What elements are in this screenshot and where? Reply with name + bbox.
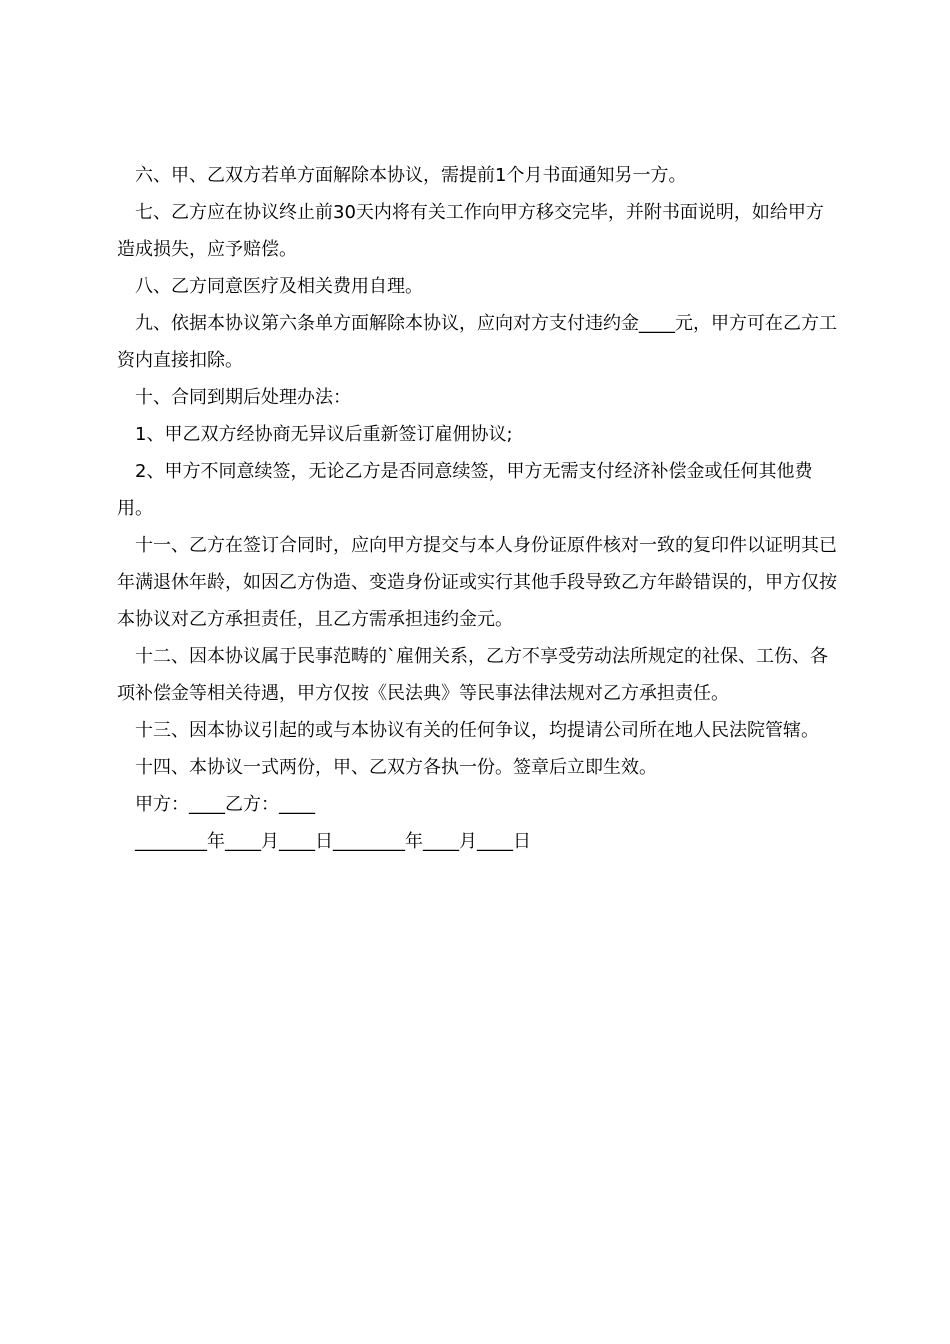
clause-10: 十、合同到期后处理办法： [135, 387, 351, 408]
clause-13: 十三、因本协议引起的或与本协议有关的任何争议，均提请公司所在地人民法院管辖。 [135, 720, 819, 741]
signature-line: 甲方：____乙方：____ [135, 794, 315, 815]
clause-14: 十四、本协议一式两份，甲、乙双方各执一份。签章后立即生效。 [135, 757, 657, 778]
date-line: ________年____月____日________年____月____日 [135, 831, 531, 852]
clause-10-item-2: 2、甲方不同意续签，无论乙方是否同意续签，甲方无需支付经济补偿金或任何其他费用。 [117, 461, 813, 519]
clause-10-item-1: 1、甲乙双方经协商无异议后重新签订雇佣协议; [135, 424, 513, 445]
clause-11: 十一、乙方在签订合同时，应向甲方提交与本人身份证原件核对一致的复印件以证明其已年满退休年龄，如因乙方伪造、变造身份证或实行其他手段导致乙方年龄错误的，甲方仅按本协议对乙方承担责任，且乙方需承担违约金元。 [117, 535, 837, 630]
clause-9: 九、依据本协议第六条单方面解除本协议，应向对方支付违约金____元，甲方可在乙方工资内直接扣除。 [117, 313, 837, 371]
clause-6: 六、甲、乙双方若单方面解除本协议，需提前1个月书面通知另一方。 [135, 165, 687, 186]
clause-12: 十二、因本协议属于民事范畴的`雇佣关系，乙方不享受劳动法所规定的社保、工伤、各项补偿金等相关待遇，甲方仅按《民法典》等民事法律法规对乙方承担责任。 [117, 646, 828, 704]
clause-7: 七、乙方应在协议终止前30天内将有关工作向甲方移交完毕，并附书面说明，如给甲方造成损失，应予赔偿。 [117, 202, 824, 260]
clause-8: 八、乙方同意医疗及相关费用自理。 [135, 276, 423, 297]
document-body [117, 157, 837, 860]
